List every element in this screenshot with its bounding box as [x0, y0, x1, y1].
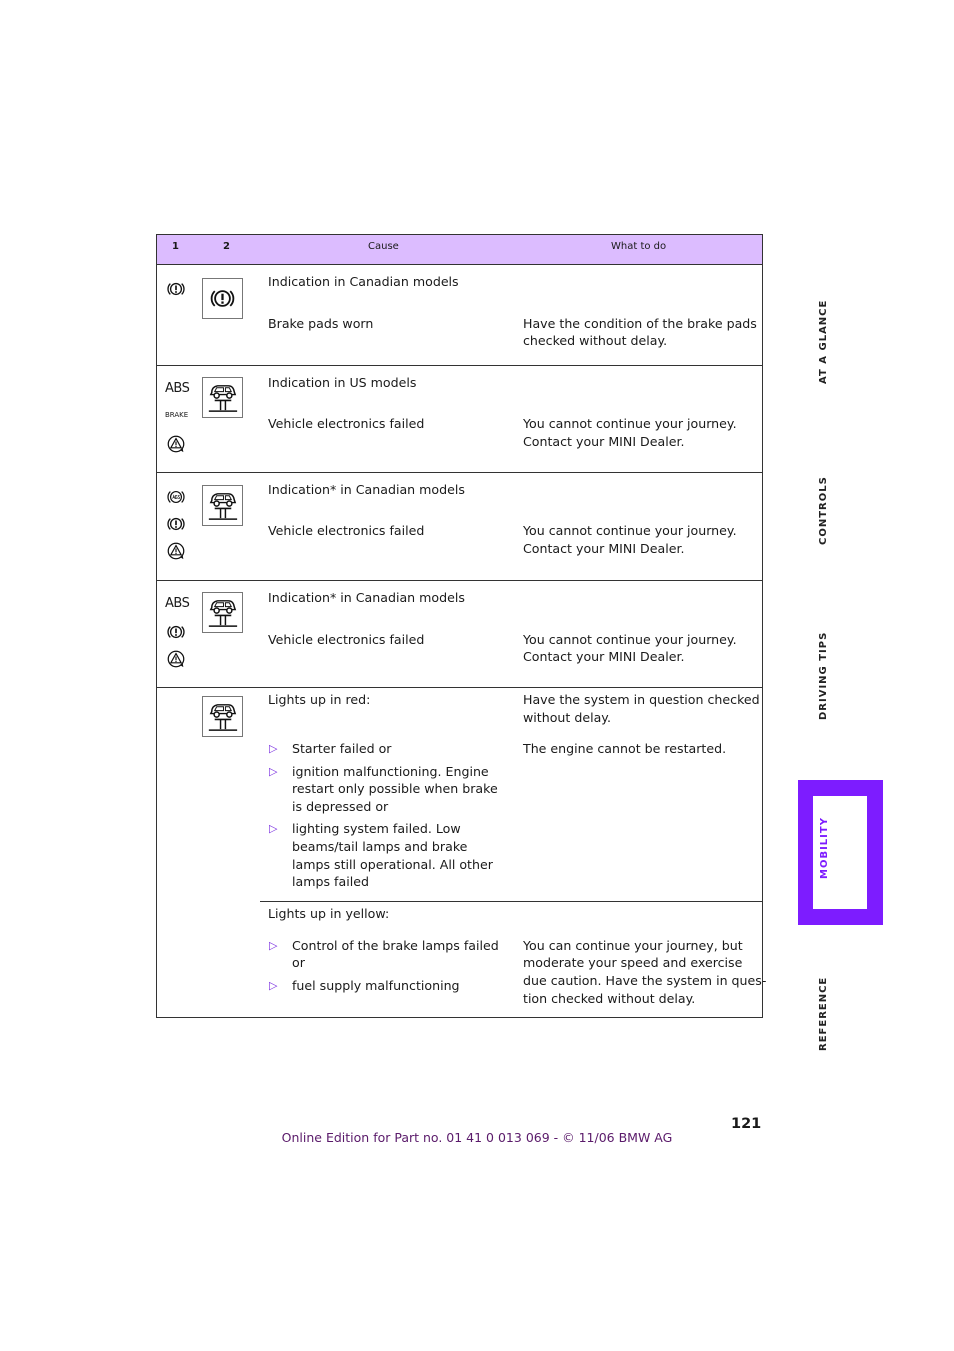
table-row	[157, 265, 762, 365]
bullet-icon: ▷	[269, 742, 278, 755]
brake-warning-icon	[166, 622, 186, 642]
row-what: checked without delay.	[523, 333, 668, 348]
abs-circle-icon	[166, 487, 186, 507]
table-row-yellow	[157, 902, 767, 1017]
table-row	[157, 366, 762, 472]
row-what: You cannot continue your journey.	[523, 416, 737, 431]
brake-text-icon: BRAKE	[165, 411, 189, 419]
row-title: Indication in Canadian models	[268, 274, 459, 289]
brake-warning-icon	[166, 279, 186, 299]
red-what: The engine cannot be restarted.	[523, 741, 727, 756]
header-col1: 1	[172, 241, 179, 252]
abs-text-icon: ABS	[165, 381, 190, 396]
red-bullet-text: lighting system failed. Low	[292, 821, 461, 836]
yellow-what: moderate your speed and exercise	[523, 955, 743, 970]
red-bullet-text: restart only possible when brake	[292, 781, 498, 796]
row-what: Contact your MINI Dealer.	[523, 541, 685, 556]
red-bullet-text: lamps failed	[292, 874, 369, 889]
row-cause: Vehicle electronics failed	[268, 632, 425, 647]
red-bullet-text: beams/tail lamps and brake	[292, 839, 468, 854]
side-tab-at-a-glance[interactable]: AT A GLANCE	[818, 299, 829, 384]
row-cause: Brake pads worn	[268, 316, 374, 331]
red-what: without delay.	[523, 710, 611, 725]
yellow-bullet-text: or	[292, 955, 305, 970]
red-bullet-text: Starter failed or	[292, 741, 392, 756]
yellow-what: due caution. Have the system in ques-	[523, 973, 767, 988]
header-cause: Cause	[368, 241, 399, 252]
page-number: 121	[731, 1116, 762, 1132]
car-lift-icon	[202, 377, 243, 418]
yellow-bullet-text: fuel supply malfunctioning	[292, 978, 460, 993]
warning-triangle-icon	[166, 434, 186, 454]
brake-warning-large-icon	[202, 278, 243, 319]
warning-lights-table	[156, 234, 767, 1018]
row-cause: Vehicle electronics failed	[268, 416, 425, 431]
row-cause: Vehicle electronics failed	[268, 523, 425, 538]
warning-triangle-icon	[166, 541, 186, 561]
header-what-to-do: What to do	[611, 241, 667, 252]
table-header	[157, 235, 762, 265]
table-row	[157, 581, 762, 687]
bullet-icon: ▷	[269, 822, 278, 835]
row-what: Contact your MINI Dealer.	[523, 649, 685, 664]
row-what: Contact your MINI Dealer.	[523, 434, 685, 449]
header-col2: 2	[223, 241, 230, 252]
yellow-what: tion checked without delay.	[523, 991, 696, 1006]
car-lift-icon	[202, 485, 243, 526]
red-what: Have the system in question checked	[523, 692, 760, 707]
row-what: You cannot continue your journey.	[523, 523, 737, 538]
side-tab-controls[interactable]: CONTROLS	[818, 476, 829, 545]
bullet-icon: ▷	[269, 979, 278, 992]
table-row-red	[157, 688, 762, 901]
red-bullet-text: ignition malfunctioning. Engine	[292, 764, 489, 779]
bullet-icon: ▷	[269, 939, 278, 952]
red-bullet-text: lamps still operational. All other	[292, 857, 493, 872]
red-title: Lights up in red:	[268, 692, 371, 707]
yellow-what: You can continue your journey, but	[523, 938, 743, 953]
row-what: Have the condition of the brake pads	[523, 316, 757, 331]
yellow-title: Lights up in yellow:	[268, 906, 390, 921]
brake-warning-icon	[166, 514, 186, 534]
bullet-icon: ▷	[269, 765, 278, 778]
row-title: Indication* in Canadian models	[268, 482, 465, 497]
car-lift-icon	[202, 592, 243, 633]
side-tab-mobility[interactable]: MOBILITY	[819, 817, 830, 879]
row-title: Indication in US models	[268, 375, 417, 390]
side-tab-reference[interactable]: REFERENCE	[818, 976, 829, 1051]
warning-triangle-icon	[166, 649, 186, 669]
red-bullet-text: is depressed or	[292, 799, 389, 814]
table-row	[157, 473, 762, 580]
row-what: You cannot continue your journey.	[523, 632, 737, 647]
side-tab-driving-tips[interactable]: DRIVING TIPS	[818, 631, 829, 720]
row-title: Indication* in Canadian models	[268, 590, 465, 605]
footer-text: Online Edition for Part no. 01 41 0 013 069 - © 11/06 BMW AG	[281, 1130, 673, 1145]
car-lift-icon	[202, 696, 243, 737]
abs-text-icon: ABS	[165, 596, 190, 611]
yellow-bullet-text: Control of the brake lamps failed	[292, 938, 499, 953]
